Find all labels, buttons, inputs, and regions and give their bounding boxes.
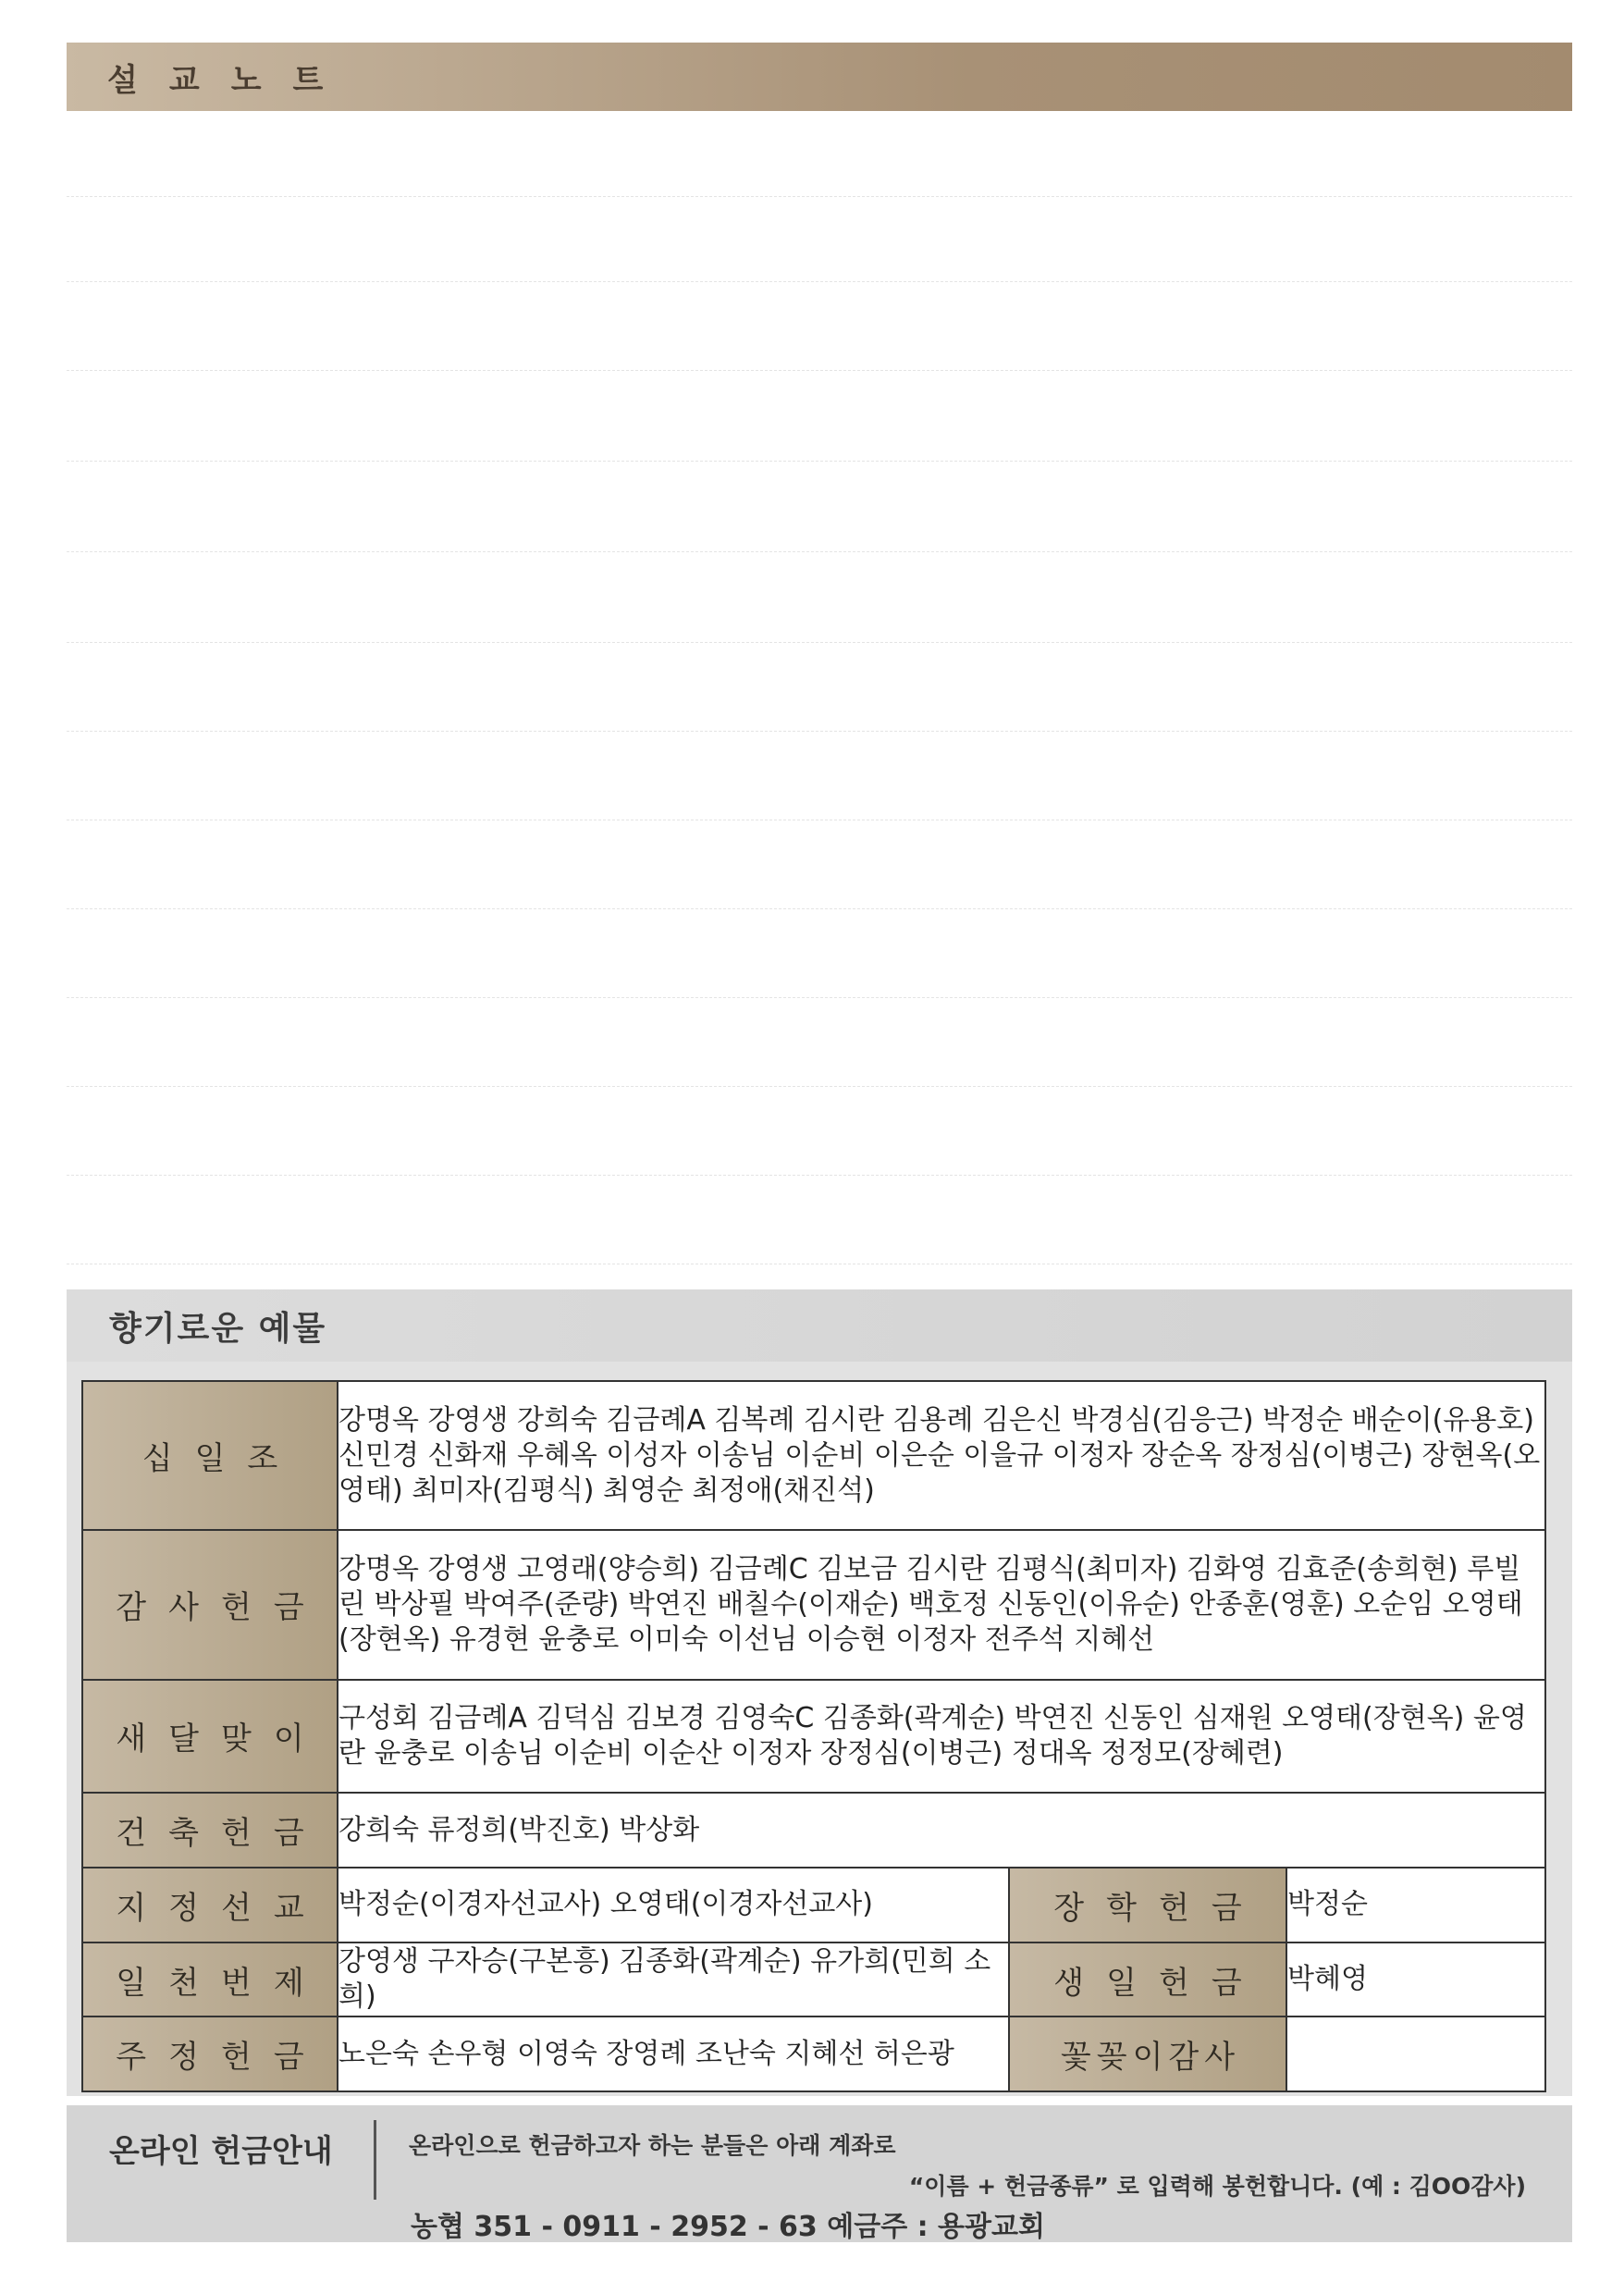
category-cell: 건축헌금 xyxy=(82,1793,338,1868)
table-row xyxy=(82,2016,1545,2091)
names-cell: 강명옥 강영생 고영래(양승희) 김금례C 김보금 김시란 김평식(최미자) 김화영 김효준(송희현) 루빌린 박상필 박여주(준량) 박연진 배칠수(이재순) 백호정 신동인(이유순) 안종훈(영훈) 오순임 오영태(장현옥) 유경현 윤충로 이미숙 이선님 이승현 이정자 전주석 지혜선 xyxy=(338,1530,1545,1679)
note-line xyxy=(67,731,1572,732)
bank-account: 농협 351 - 0911 - 2952 - 63 예금주 : 용광교회 xyxy=(411,2211,1045,2243)
note-line xyxy=(67,1086,1572,1087)
names-cell: 노은숙 손우형 이영숙 장영례 조난숙 지혜선 허은광 xyxy=(338,2016,1009,2091)
table-row xyxy=(82,1680,1545,1794)
note-line xyxy=(67,461,1572,462)
category-cell: 주정헌금 xyxy=(82,2016,338,2091)
category-cell: 생일헌금 xyxy=(1009,1942,1286,2017)
names-cell: 강명옥 강영생 강희숙 김금례A 김복례 김시란 김용례 김은신 박경심(김응근) 박정순 배순이(유용호) 신민경 신화재 우혜옥 이성자 이송님 이순비 이은순 이을규 이정자 장순옥 장정심(이병근) 장현옥(오영태) 최미자(김평식) 최영순 최정애(채진석) xyxy=(338,1381,1545,1530)
note-line xyxy=(67,196,1572,197)
online-offering-label: 온라인 헌금안내 xyxy=(109,2133,333,2170)
online-instruction-line1: 온라인으로 헌금하고자 하는 분들은 아래 계좌로 xyxy=(409,2132,896,2159)
online-offering-box xyxy=(67,2105,1572,2242)
names-cell: 박정순(이경자선교사) 오영태(이경자선교사) xyxy=(338,1868,1009,1942)
category-cell: 지정선교 xyxy=(82,1868,338,1942)
table-row xyxy=(82,1530,1545,1679)
note-line xyxy=(67,1175,1572,1176)
names-cell: 강희숙 류정희(박진호) 박상화 xyxy=(338,1793,1545,1868)
note-line xyxy=(67,551,1572,552)
offerings-title: 향기로운 예물 xyxy=(109,1309,327,1348)
note-line xyxy=(67,281,1572,282)
online-instruction-line2: “이름 + 헌금종류” 로 입력해 봉헌합니다. (예 : 김OO감사) xyxy=(908,2173,1526,2200)
names-cell xyxy=(1286,2016,1545,2091)
note-line xyxy=(67,997,1572,998)
sermon-notes-header xyxy=(67,43,1572,111)
table-row xyxy=(82,1793,1545,1868)
offerings-header xyxy=(67,1289,1572,1362)
offerings-table xyxy=(81,1380,1546,2092)
table-row xyxy=(82,1868,1545,1942)
category-cell: 꽃꽂이감사 xyxy=(1009,2016,1286,2091)
table-row xyxy=(82,1381,1545,1530)
names-cell: 박혜영 xyxy=(1286,1942,1545,2017)
table-row xyxy=(82,1942,1545,2017)
note-line xyxy=(67,908,1572,909)
note-line xyxy=(67,642,1572,643)
category-cell: 장학헌금 xyxy=(1009,1868,1286,1942)
category-cell: 감사헌금 xyxy=(82,1530,338,1679)
names-cell: 박정순 xyxy=(1286,1868,1545,1942)
names-cell: 강영생 구자승(구본흥) 김종화(곽계순) 유가희(민희 소희) xyxy=(338,1942,1009,2017)
category-cell: 새달맞이 xyxy=(82,1680,338,1794)
category-cell: 일천번제 xyxy=(82,1942,338,2017)
divider xyxy=(374,2120,376,2200)
note-line xyxy=(67,370,1572,371)
names-cell: 구성회 김금례A 김덕심 김보경 김영숙C 김종화(곽계순) 박연진 신동인 심재원 오영태(장현옥) 윤영란 윤충로 이송님 이순비 이순산 이정자 장정심(이병근) 정대옥 정정모(장혜련) xyxy=(338,1680,1545,1794)
sermon-notes-title: 설교노트 xyxy=(107,61,355,99)
category-cell: 십일조 xyxy=(82,1381,338,1530)
